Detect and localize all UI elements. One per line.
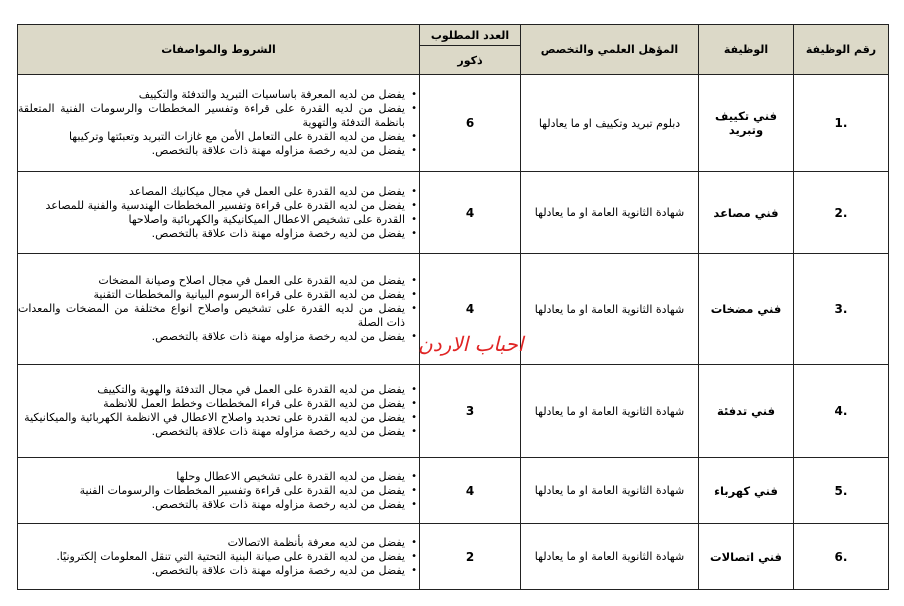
conditions-list: [18, 88, 419, 158]
condition-item: • يفضل من لديه القدرة على تحديد واصلاح الاعطال في الانظمة الكهربائية والميكانيكية: [18, 411, 405, 425]
condition-item: • يفضل من لديه القدرة على العمل في مجال اصلاح وصيانة المضخات: [18, 274, 405, 288]
condition-item: • يفضل من لديه القدرة على التعامل الأمن مع غازات التبريد وتعبئتها وتركيبها: [18, 130, 405, 144]
condition-item: • يفضل من لديه القدرة على تشخيص واصلاح انواع مختلفة من المضخات والمعدات ذات الصلة: [18, 302, 405, 330]
job-title: فني مضخات: [699, 254, 794, 365]
job-number: .2: [794, 172, 889, 254]
condition-item: • يفضل من لديه القدرة على قراءة وتفسير المخططات الهندسية والفنية للمصاعد: [18, 199, 405, 213]
job-conditions: [18, 254, 420, 365]
job-number: .5: [794, 458, 889, 524]
condition-item: • يفضل من لديه رخصة مزاوله مهنة ذات علاقة بالتخصص.: [18, 330, 405, 344]
job-count: 6: [420, 75, 521, 172]
condition-item: • يفضل من لديه القدرة على العمل في مجال التدفئة والهوية والتكييف: [18, 383, 405, 397]
header-count: العدد المطلوب: [420, 25, 521, 46]
condition-item: • القدرة على تشخيص الاعطال الميكانيكية والكهربائية واصلاحها: [18, 213, 405, 227]
condition-item: • يفضل من لديه القدرة على قراء المخططات وخطط العمل للانظمة: [18, 397, 405, 411]
condition-item: • يفضل من لديه رخصة مزاوله مهنة ذات علاقة بالتخصص.: [18, 425, 405, 439]
conditions-list: [18, 274, 419, 344]
job-conditions: [18, 75, 420, 172]
job-conditions: [18, 524, 420, 590]
job-number: .6: [794, 524, 889, 590]
condition-item: • يفضل من لديه رخصة مزاوله مهنة ذات علاقة بالتخصص.: [18, 498, 405, 512]
condition-item: • يفضل من لديه رخصة مزاوله مهنة ذات علاقة بالتخصص.: [18, 144, 405, 158]
job-qualification: شهادة الثانوية العامة او ما يعادلها: [521, 524, 699, 590]
job-number: .1: [794, 75, 889, 172]
conditions-list: [18, 185, 419, 241]
header-qualification: المؤهل العلمي والتخصص: [521, 25, 699, 75]
job-qualification: شهادة الثانوية العامة او ما يعادلها: [521, 365, 699, 458]
job-conditions: [18, 458, 420, 524]
table-row: [18, 172, 889, 254]
condition-item: • يفضل من لديه القدرة على قراءة وتفسير المخططات والرسومات الفنية: [18, 484, 405, 498]
job-conditions: [18, 172, 420, 254]
job-conditions: [18, 365, 420, 458]
job-number: .4: [794, 365, 889, 458]
condition-item: • يفضل من لديه القدرة على العمل في مجال ميكانيك المصاعد: [18, 185, 405, 199]
watermark-text: احباب الاردن: [418, 332, 524, 356]
table-row: [18, 458, 889, 524]
job-qualification: شهادة الثانوية العامة او ما يعادلها: [521, 172, 699, 254]
job-qualification: شهادة الثانوية العامة او ما يعادلها: [521, 254, 699, 365]
job-title: فني اتصالات: [699, 524, 794, 590]
table-row: [18, 75, 889, 172]
job-count: 4: [420, 172, 521, 254]
job-count: 3: [420, 365, 521, 458]
job-qualification: دبلوم تبريد وتكييف او ما يعادلها: [521, 75, 699, 172]
job-count: 4: [420, 458, 521, 524]
conditions-list: [18, 536, 419, 578]
job-title: فني تكييف وتبريد: [699, 75, 794, 172]
header-job-no: رقم الوظيفة: [794, 25, 889, 75]
conditions-list: [18, 383, 419, 439]
job-count: 4: [420, 254, 521, 365]
condition-item: • يفضل من لديه القدرة على قراءة الرسوم البيانية والمخططات التقنية: [18, 288, 405, 302]
condition-item: • يفضل من لديه القدرة على تشخيص الاعطال وحلها: [18, 470, 405, 484]
job-title: فني كهرباء: [699, 458, 794, 524]
conditions-list: [18, 470, 419, 512]
job-count: 2: [420, 524, 521, 590]
condition-item: • يفضل من لديه رخصة مزاوله مهنة ذات علاقة بالتخصص.: [18, 227, 405, 241]
condition-item: • يفضل من لديه معرفة بأنظمة الاتصالات: [18, 536, 405, 550]
header-count-males: ذكور: [420, 46, 521, 75]
table-row: [18, 524, 889, 590]
table-row: [18, 365, 889, 458]
header-job-title: الوظيفة: [699, 25, 794, 75]
condition-item: • يفضل من لديه القدرة على صيانة البنية التحتية التي تنقل المعلومات إلكترونيًا.: [18, 550, 405, 564]
job-title: فني تدفئة: [699, 365, 794, 458]
condition-item: • يفضل من لديه رخصة مزاوله مهنة ذات علاقة بالتخصص.: [18, 564, 405, 578]
jobs-table: [17, 24, 889, 590]
header-conditions: الشروط والمواصفات: [18, 25, 420, 75]
condition-item: • يفضل من لديه المعرفة باساسيات التبريد والتدفئة والتكييف: [18, 88, 405, 102]
job-title: فني مصاعد: [699, 172, 794, 254]
job-number: .3: [794, 254, 889, 365]
condition-item: • يفضل من لديه القدرة على قراءة وتفسير المخططات والرسومات الفنية المتعلقة بانظمة التدفئة والتهوية: [18, 102, 405, 130]
job-qualification: شهادة الثانوية العامة او ما يعادلها: [521, 458, 699, 524]
